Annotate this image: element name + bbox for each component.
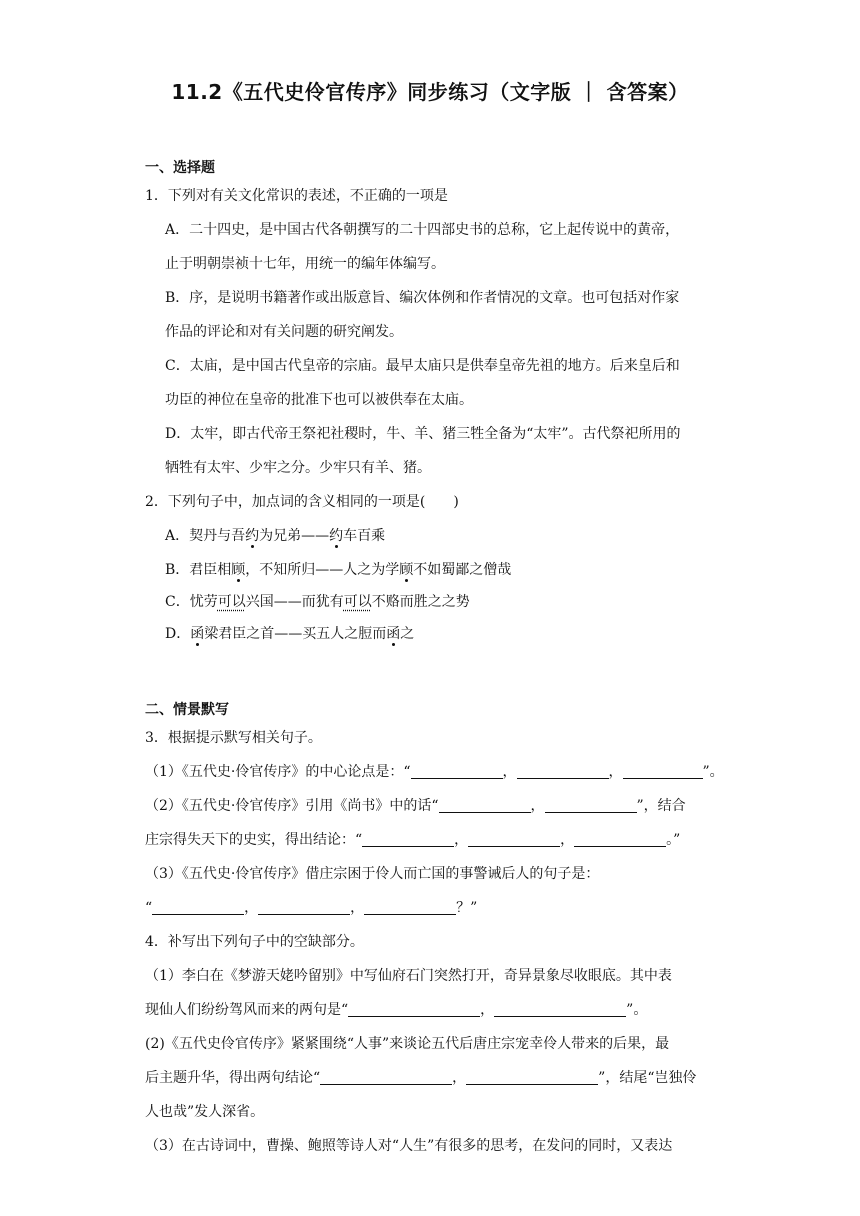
question-1-stem: 1．下列对有关文化常识的表述，不正确的一项是 <box>145 188 448 204</box>
answer-blank[interactable] <box>468 832 560 847</box>
dotted-word: 函 <box>190 626 205 642</box>
q2-option-a: A．契丹与吾约为兄弟——约车百乘 <box>165 528 386 544</box>
q1-option-d-line2: 牺牲有太牢、少牢之分。少牢只有羊、猪。 <box>165 460 431 476</box>
answer-blank[interactable] <box>545 798 637 813</box>
q1-option-a-line1: A．二十四史，是中国古代各朝撰写的二十四部史书的总称，它上起传说中的黄帝， <box>165 222 680 238</box>
q4-part-1a: （1）李白在《梦游天姥吟留别》中写仙府石门突然打开，奇异景象尽收眼底。其中表 <box>145 968 672 984</box>
answer-blank[interactable] <box>348 1002 480 1017</box>
q3-part-1: （1）《五代史·伶官传序》的中心论点是：“ ， ， ”。 <box>145 764 724 780</box>
answer-blank[interactable] <box>258 900 350 915</box>
answer-blank[interactable] <box>517 764 609 779</box>
section-heading-recitation: 二、情景默写 <box>145 702 229 718</box>
q3-part-2b: 庄宗得失天下的史实，得出结论：“ ， ， 。” <box>145 832 681 848</box>
q4-part-1b: 现仙人们纷纷驾风而来的两句是“ ， ”。 <box>145 1002 648 1018</box>
dotted-word: 函 <box>386 626 401 642</box>
answer-blank[interactable] <box>411 764 503 779</box>
question-4-stem: 4．补写出下列句子中的空缺部分。 <box>145 934 364 950</box>
section-heading-choice: 一、选择题 <box>145 160 215 176</box>
dotted-word: 约 <box>245 528 260 544</box>
q1-option-a-line2: 止于明朝崇祯十七年，用统一的编年体编写。 <box>165 256 445 272</box>
q2-option-d: D．函梁君臣之首——买五人之脰而函之 <box>165 626 415 642</box>
answer-blank[interactable] <box>439 798 531 813</box>
answer-blank[interactable] <box>466 1070 598 1085</box>
question-2-stem: 2．下列句子中，加点词的含义相同的一项是( ) <box>145 494 459 510</box>
q1-option-c-line1: C．太庙，是中国古代皇帝的宗庙。最早太庙只是供奉皇帝先祖的地方。后来皇后和 <box>165 358 680 374</box>
answer-blank[interactable] <box>362 832 454 847</box>
q3-part-2: （2）《五代史·伶官传序》引用《尚书》中的话“ ， ”，结合 <box>145 798 686 814</box>
answer-blank[interactable] <box>623 764 703 779</box>
q3-part-3: （3）《五代史·伶官传序》借庄宗困于伶人而亡国的事警诫后人的句子是： <box>145 866 600 882</box>
q4-part-2c: 人也哉”发人深省。 <box>145 1104 265 1120</box>
question-3-stem: 3．根据提示默写相关句子。 <box>145 730 322 746</box>
answer-blank[interactable] <box>494 1002 626 1017</box>
q2-option-c: C．忧劳可以兴国——而犹有可以不赂而胜之之势 <box>165 594 470 610</box>
page-title: 11.2《五代史伶官传序》同步练习（文字版 ｜ 含答案） <box>171 80 689 104</box>
q3-part-3b: “ ， ， ？” <box>145 900 478 916</box>
q4-part-2a: (2)《五代史伶官传序》紧紧围绕“人事”来谈论五代后唐庄宗宠幸伶人带来的后果，最 <box>145 1036 670 1052</box>
dotted-word: 顾 <box>231 562 246 578</box>
q1-option-d-line1: D．太牢，即古代帝王祭祀社稷时，牛、羊、猪三牲全备为“太牢”。古代祭祀所用的 <box>165 426 681 442</box>
answer-blank[interactable] <box>320 1070 452 1085</box>
dotted-word-pair: 可以 <box>217 594 246 610</box>
q4-part-3a: （3）在古诗词中，曹操、鲍照等诗人对“人生”有很多的思考，在发问的同时，又表达 <box>145 1138 673 1154</box>
dotted-word: 顾 <box>399 562 414 578</box>
q2-option-b: B．君臣相顾，不知所归——人之为学顾不如蜀鄙之僧哉 <box>165 562 512 578</box>
answer-blank[interactable] <box>364 900 456 915</box>
dotted-word-pair: 可以 <box>343 594 372 610</box>
q1-option-b-line2: 作品的评论和对有关问题的研究阐发。 <box>165 324 403 340</box>
q1-option-c-line2: 功臣的神位在皇帝的批准下也可以被供奉在太庙。 <box>165 392 473 408</box>
answer-blank[interactable] <box>152 900 244 915</box>
q1-option-b-line1: B．序，是说明书籍著作或出版意旨、编次体例和作者情况的文章。也可包括对作家 <box>165 290 680 306</box>
answer-blank[interactable] <box>574 832 666 847</box>
q4-part-2b: 后主题升华，得出两句结论“ ， ”，结尾“岂独伶 <box>145 1070 697 1086</box>
dotted-word: 约 <box>329 528 344 544</box>
